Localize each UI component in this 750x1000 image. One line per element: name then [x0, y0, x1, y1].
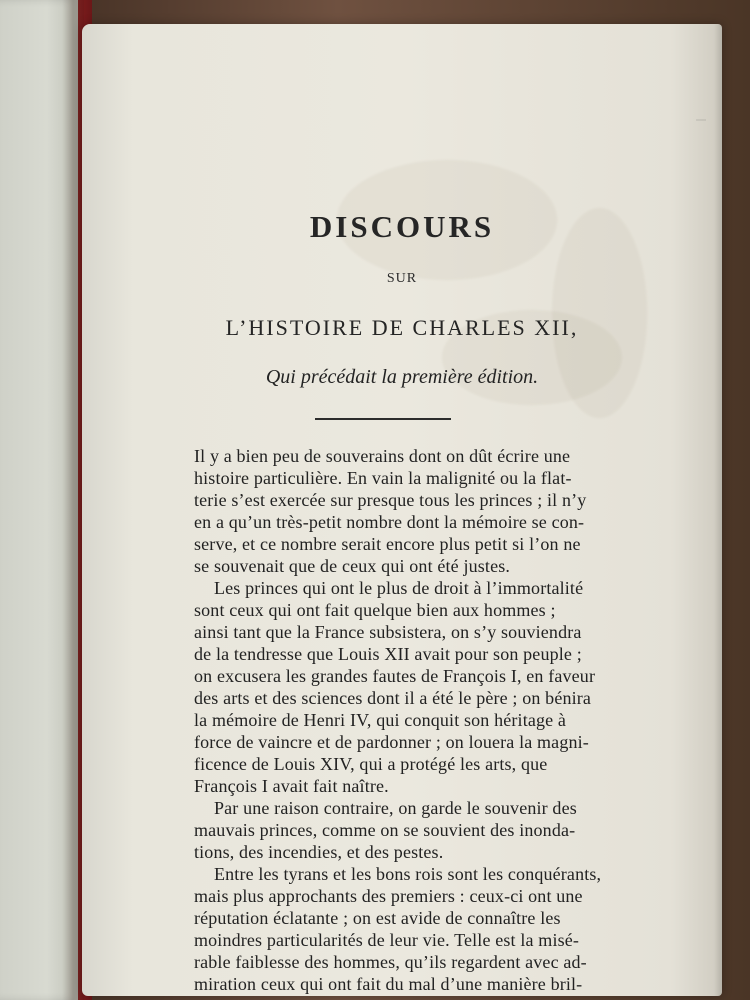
text-line: en a qu’un très-petit nombre dont la mémoire se con- [194, 512, 585, 532]
text-line: on excusera les grandes fautes de François I, en faveur [194, 666, 596, 686]
italic-subtitle: Qui précédait la première édition. [265, 366, 539, 388]
text-line: Entre les tyrans et les bons rois sont les conquérants, [214, 864, 602, 884]
text-line: serve, et ce nombre serait encore plus petit si l’on ne [194, 534, 581, 554]
paragraph [194, 797, 682, 863]
page-mark [696, 119, 706, 121]
text-line: mais plus approchants des premiers : ceux-ci ont une [194, 886, 583, 906]
paragraph [194, 577, 682, 797]
text-line: miration ceux qui ont fait du mal d’une manière bril- [194, 974, 583, 994]
section-preposition: SUR [386, 271, 418, 286]
text-line: ficence de Louis XIV, qui a protégé les arts, que [194, 754, 548, 774]
book-page [82, 24, 722, 996]
text-line: des arts et des sciences dont il a été le père ; on bénira [194, 688, 592, 708]
text-line: François I avait fait naître. [194, 776, 389, 796]
text-line: Les princes qui ont le plus de droit à l’immortalité [214, 578, 584, 598]
text-line: se souvenait que de ceux qui ont été justes. [194, 556, 511, 576]
text-line: rable faiblesse des hommes, qu’ils regardent avec ad- [194, 952, 587, 972]
paragraph [194, 863, 682, 995]
page-edge-shadow [714, 24, 722, 996]
page-subtitle: L’HISTOIRE DE CHARLES XII, [225, 315, 579, 340]
title-rule [315, 418, 451, 420]
body-text [194, 445, 682, 995]
text-line: sont ceux qui ont fait quelque bien aux hommes ; [194, 600, 556, 620]
book-spine-shadow [62, 0, 84, 1000]
text-line: terie s’est exercée sur presque tous les princes ; il n’y [194, 490, 587, 510]
text-line: de la tendresse que Louis XII avait pour son peuple ; [194, 644, 582, 664]
text-line: réputation éclatante ; on est avide de connaître les [194, 908, 561, 928]
text-line: Par une raison contraire, on garde le souvenir des [214, 798, 577, 818]
text-line: moindres particularités de leur vie. Telle est la misé- [194, 930, 580, 950]
text-line: tions, des incendies, et des pestes. [194, 842, 444, 862]
text-line: force de vaincre et de pardonner ; on louera la magni- [194, 732, 589, 752]
paragraph [194, 445, 682, 577]
text-line: histoire particulière. En vain la malignité ou la flat- [194, 468, 572, 488]
text-line: la mémoire de Henri IV, qui conquit son héritage à [194, 710, 567, 730]
text-line: Il y a bien peu de souverains dont on dût écrire une [194, 446, 571, 466]
text-line: ainsi tant que la France subsistera, on s’y souviendra [194, 622, 582, 642]
text-line: mauvais princes, comme on se souvient des inonda- [194, 820, 576, 840]
page-title: DISCOURS [309, 209, 495, 244]
